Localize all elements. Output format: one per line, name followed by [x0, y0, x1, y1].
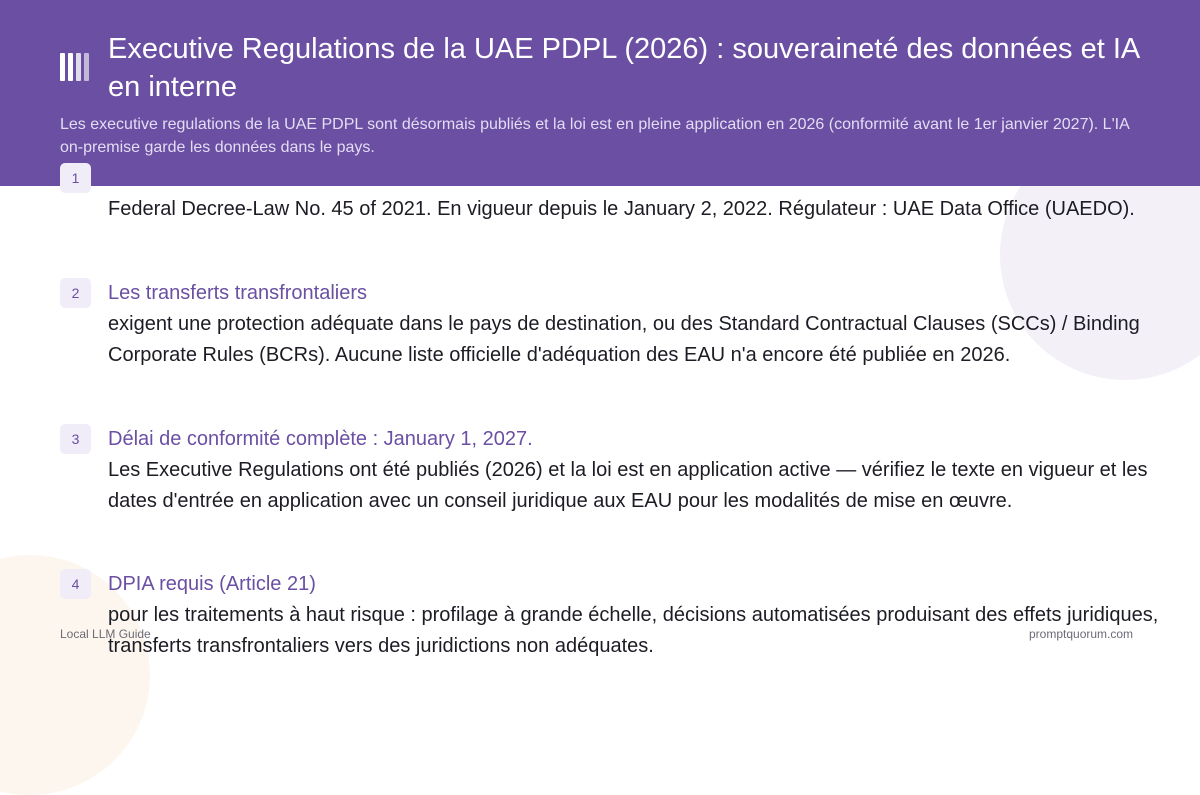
- item-heading: DPIA requis (Article 21): [108, 573, 316, 595]
- item-heading: Délai de conformité complète : January 1, 2027.: [108, 428, 533, 450]
- item-body: Les Executive Regulations ont été publiés (2026) et la loi est en application active — vérifiez le texte en vigueur et les dates d'entrée en application avec un conseil juridique aux EAU pour les modalités de mise en œuvre.: [108, 459, 1148, 512]
- item-body: Federal Decree-Law No. 45 of 2021. En vigueur depuis le January 2, 2022. Régulateur : UAE Data Office (UAEDO).: [108, 198, 1135, 220]
- item-heading: Les transferts transfrontaliers: [108, 282, 367, 304]
- slide-header: [0, 0, 1200, 186]
- bar-stack-logo-icon: [60, 53, 94, 81]
- slide-subtitle: Les executive regulations de la UAE PDPL sont désormais publiés et la loi est en pleine application en 2026 (conformité avant le 1er janvier 2027). L'IA on-premise garde les données dans le pays.: [60, 116, 1129, 156]
- item-body: exigent une protection adéquate dans le pays de destination, ou des Standard Contractual Clauses (SCCs) / Binding Corporate Rules (BCRs). Aucune liste officielle d'adéquation des EAU n'a encore été publiée en 2026.: [108, 313, 1140, 366]
- item-body: pour les traitements à haut risque : profilage à grande échelle, décisions automatisées produisant des effets juridiques, transferts transfrontaliers vers des juridictions non adéquates.: [108, 604, 1159, 657]
- item-number-badge: 4: [60, 569, 91, 599]
- item-number-badge: 2: [60, 278, 91, 308]
- footer-brand: Local LLM Guide: [60, 627, 151, 641]
- item-number-badge: 1: [60, 163, 91, 193]
- slide-title: Executive Regulations de la UAE PDPL (2026) : souveraineté des données et IA en interne: [108, 33, 1139, 103]
- footer-site: promptquorum.com: [1029, 627, 1134, 641]
- item-number-badge: 3: [60, 424, 91, 454]
